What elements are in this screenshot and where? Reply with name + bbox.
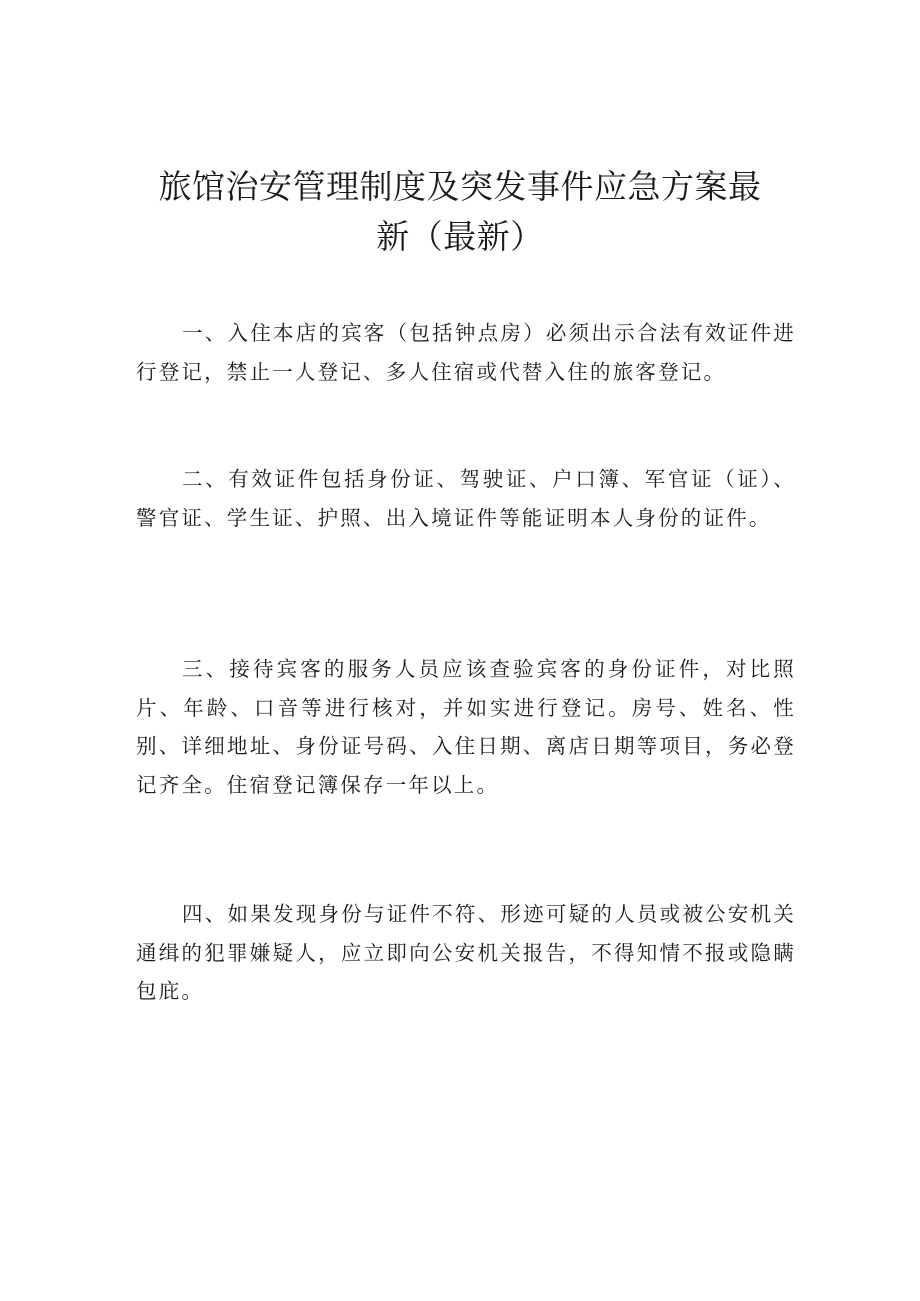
paragraph-3: 三、接待宾客的服务人员应该查验宾客的身份证件，对比照片、年龄、口音等进行核对，并如实进行登记。房号、姓名、性别、详细地址、身份证号码、入住日期、离店日期等项目，务必登记齐全。住宿登记簿保存一年以上。 bbox=[136, 657, 796, 797]
paragraph-1: 一、入住本店的宾客（包括钟点房）必须出示合法有效证件进行登记，禁止一人登记、多人住宿或代替入住的旅客登记。 bbox=[136, 321, 796, 384]
document-title bbox=[150, 162, 770, 262]
paragraph-4: 四、如果发现身份与证件不符、形迹可疑的人员或被公安机关通缉的犯罪嫌疑人，应立即向公安机关报告，不得知情不报或隐瞒包庇。 bbox=[136, 902, 796, 1003]
title-line-1: 旅馆治安管理制度及突发事件应急方案最 bbox=[158, 167, 762, 206]
title-line-2: 新（最新） bbox=[376, 217, 544, 256]
paragraph-2: 二、有效证件包括身份证、驾驶证、户口簿、军官证（证）、警官证、学生证、护照、出入境证件等能证明本人身份的证件。 bbox=[136, 467, 796, 530]
